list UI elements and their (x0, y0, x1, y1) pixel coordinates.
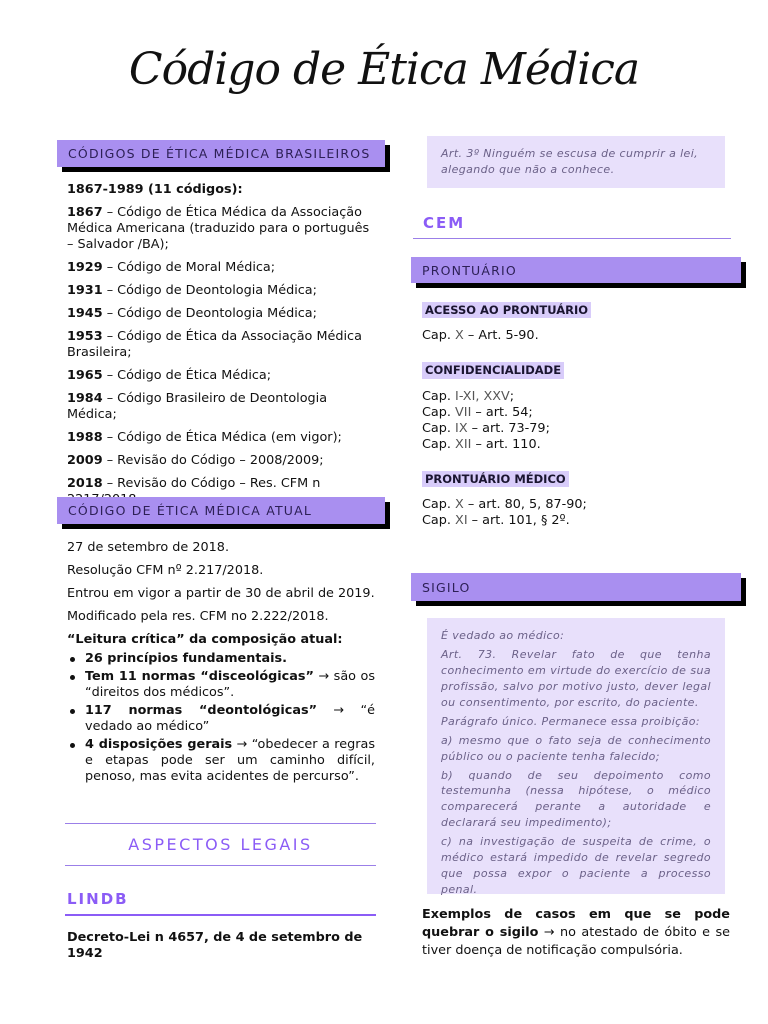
current-line: Resolução CFM nº 2.217/2018. (67, 562, 264, 578)
current-line: 27 de setembro de 2018. (67, 540, 230, 555)
sigilo-line: É vedado ao médico: (441, 629, 565, 642)
cap-line: Cap. VII – art. 54; (422, 404, 533, 420)
current-line: Entrou em vigor a partir de 30 de abril de 2019. (67, 585, 375, 601)
cap-line: Cap. X – art. 80, 5, 87-90; (422, 497, 587, 513)
cap-line: Cap. X – Art. 5-90. (422, 328, 539, 344)
art3-quote: Art. 3º Ninguém se escusa de cumprir a lei, alegando que não a conhece. (427, 136, 725, 188)
cap-line: Cap. XII – art. 110. (422, 436, 541, 452)
history-item: 2018 – Revisão do Código – Res. CFM n (67, 475, 321, 491)
bullet-item: Tem 11 normas “disceológicas” → são os “direitos dos médicos”. (67, 669, 375, 701)
divider-top-aspectos (65, 823, 376, 824)
current-code-info (67, 540, 375, 787)
sigilo-line: c) na investigação de suspeita de crime, o médico estará impedido de revelar segredo que possa expor o paciente a processo penal. (441, 835, 711, 897)
current-line: Modificado pela res. CFM no 2.222/2018. (67, 608, 329, 624)
acesso-heading: ACESSO AO PRONTUÁRIO (422, 302, 591, 318)
page-title: Código de Ética Médica (128, 44, 640, 95)
decreto-text: Decreto-Lei n 4657, de 4 de setembro de 1942 (67, 930, 363, 961)
bullet-item: 26 princípios fundamentais. (67, 651, 375, 667)
critical-heading: “Leitura crítica” da composição atual: (67, 631, 343, 647)
divider-bottom-aspectos (65, 865, 376, 866)
sigilo-line: a) mesmo que o fato seja de conhecimento público ou o paciente tenha falecido; (441, 733, 711, 763)
prontuario-medico-heading: PRONTUÁRIO MÉDICO (422, 471, 569, 487)
confidencialidade-heading: CONFIDENCIALIDADE (422, 362, 564, 378)
history-item: 1931 – Código de Deontologia Médica; (67, 282, 317, 298)
history-item: 2009 – Revisão do Código – 2008/2009; (67, 452, 324, 468)
cap-line: Cap. XI – art. 101, § 2º. (422, 513, 570, 529)
banner-label: PRONTUÁRIO (422, 262, 517, 278)
bullet-list (67, 651, 375, 785)
banner-sigilo (411, 573, 741, 601)
banner-prontuario (411, 257, 741, 283)
history-item: 1945 – Código de Deontologia Médica; (67, 305, 317, 321)
banner-codigos-brasileiros (57, 140, 385, 167)
cem-underline (413, 238, 731, 239)
sigilo-line: Parágrafo único. Permanece essa proibição: (441, 714, 701, 728)
cap-line: Cap. I-XI, XXV; (422, 388, 515, 404)
history-list (67, 182, 375, 515)
exemplos-text: Exemplos de casos em que se pode quebrar o sigilo → no atestado de óbito e se tiver doença de notificação compulsória. (422, 907, 730, 958)
banner-label: SIGILO (422, 579, 471, 595)
banner-label: CÓDIGOS DE ÉTICA MÉDICA BRASILEIROS (68, 146, 371, 161)
cap-line: Cap. IX – art. 73-79; (422, 420, 550, 436)
aspectos-legais-heading: ASPECTOS LEGAIS (128, 835, 313, 854)
lindb-underline (65, 914, 376, 916)
history-item: 1984 – Código Brasileiro de Deontologia Médica; (67, 390, 328, 422)
banner-label: CÓDIGO DE ÉTICA MÉDICA ATUAL (68, 503, 313, 518)
bullet-item: 117 normas “deontológicas” → “é vedado ao médico” (67, 703, 375, 735)
sigilo-line: Art. 73. Revelar fato de que tenha conhecimento em virtude do exercício de sua profissão, salvo por motivo justo, dever legal ou consentimento, por escrito, do paciente. (441, 647, 711, 709)
bullet-item: 4 disposições gerais → “obedecer a regras e etapas pode ser um caminho difícil, penoso, mas evita acidentes de percurso”. (67, 737, 375, 785)
cem-heading: CEM (423, 214, 466, 232)
prontuario-section (422, 302, 742, 529)
history-item: 1988 – Código de Ética Médica (em vigor); (67, 429, 342, 445)
banner-codigo-atual (57, 497, 385, 524)
lindb-heading: LINDB (67, 890, 129, 908)
history-item: 1929 – Código de Moral Médica; (67, 259, 276, 275)
range-heading: 1867-1989 (11 códigos): (67, 182, 243, 197)
history-item: 1953 – Código de Ética da Associação Médica Brasileira; (67, 328, 362, 360)
sigilo-line: b) quando de seu depoimento como testemunha (nessa hipótese, o médico comparecerá perante a autoridade e declarará seu impedimento); (441, 768, 711, 830)
sigilo-quote (427, 618, 725, 897)
history-item: 1965 – Código de Ética Médica; (67, 367, 272, 383)
history-item: 1867 – Código de Ética Médica da Associação Médica Americana (traduzido para o português – Salvador /BA); (67, 204, 370, 252)
